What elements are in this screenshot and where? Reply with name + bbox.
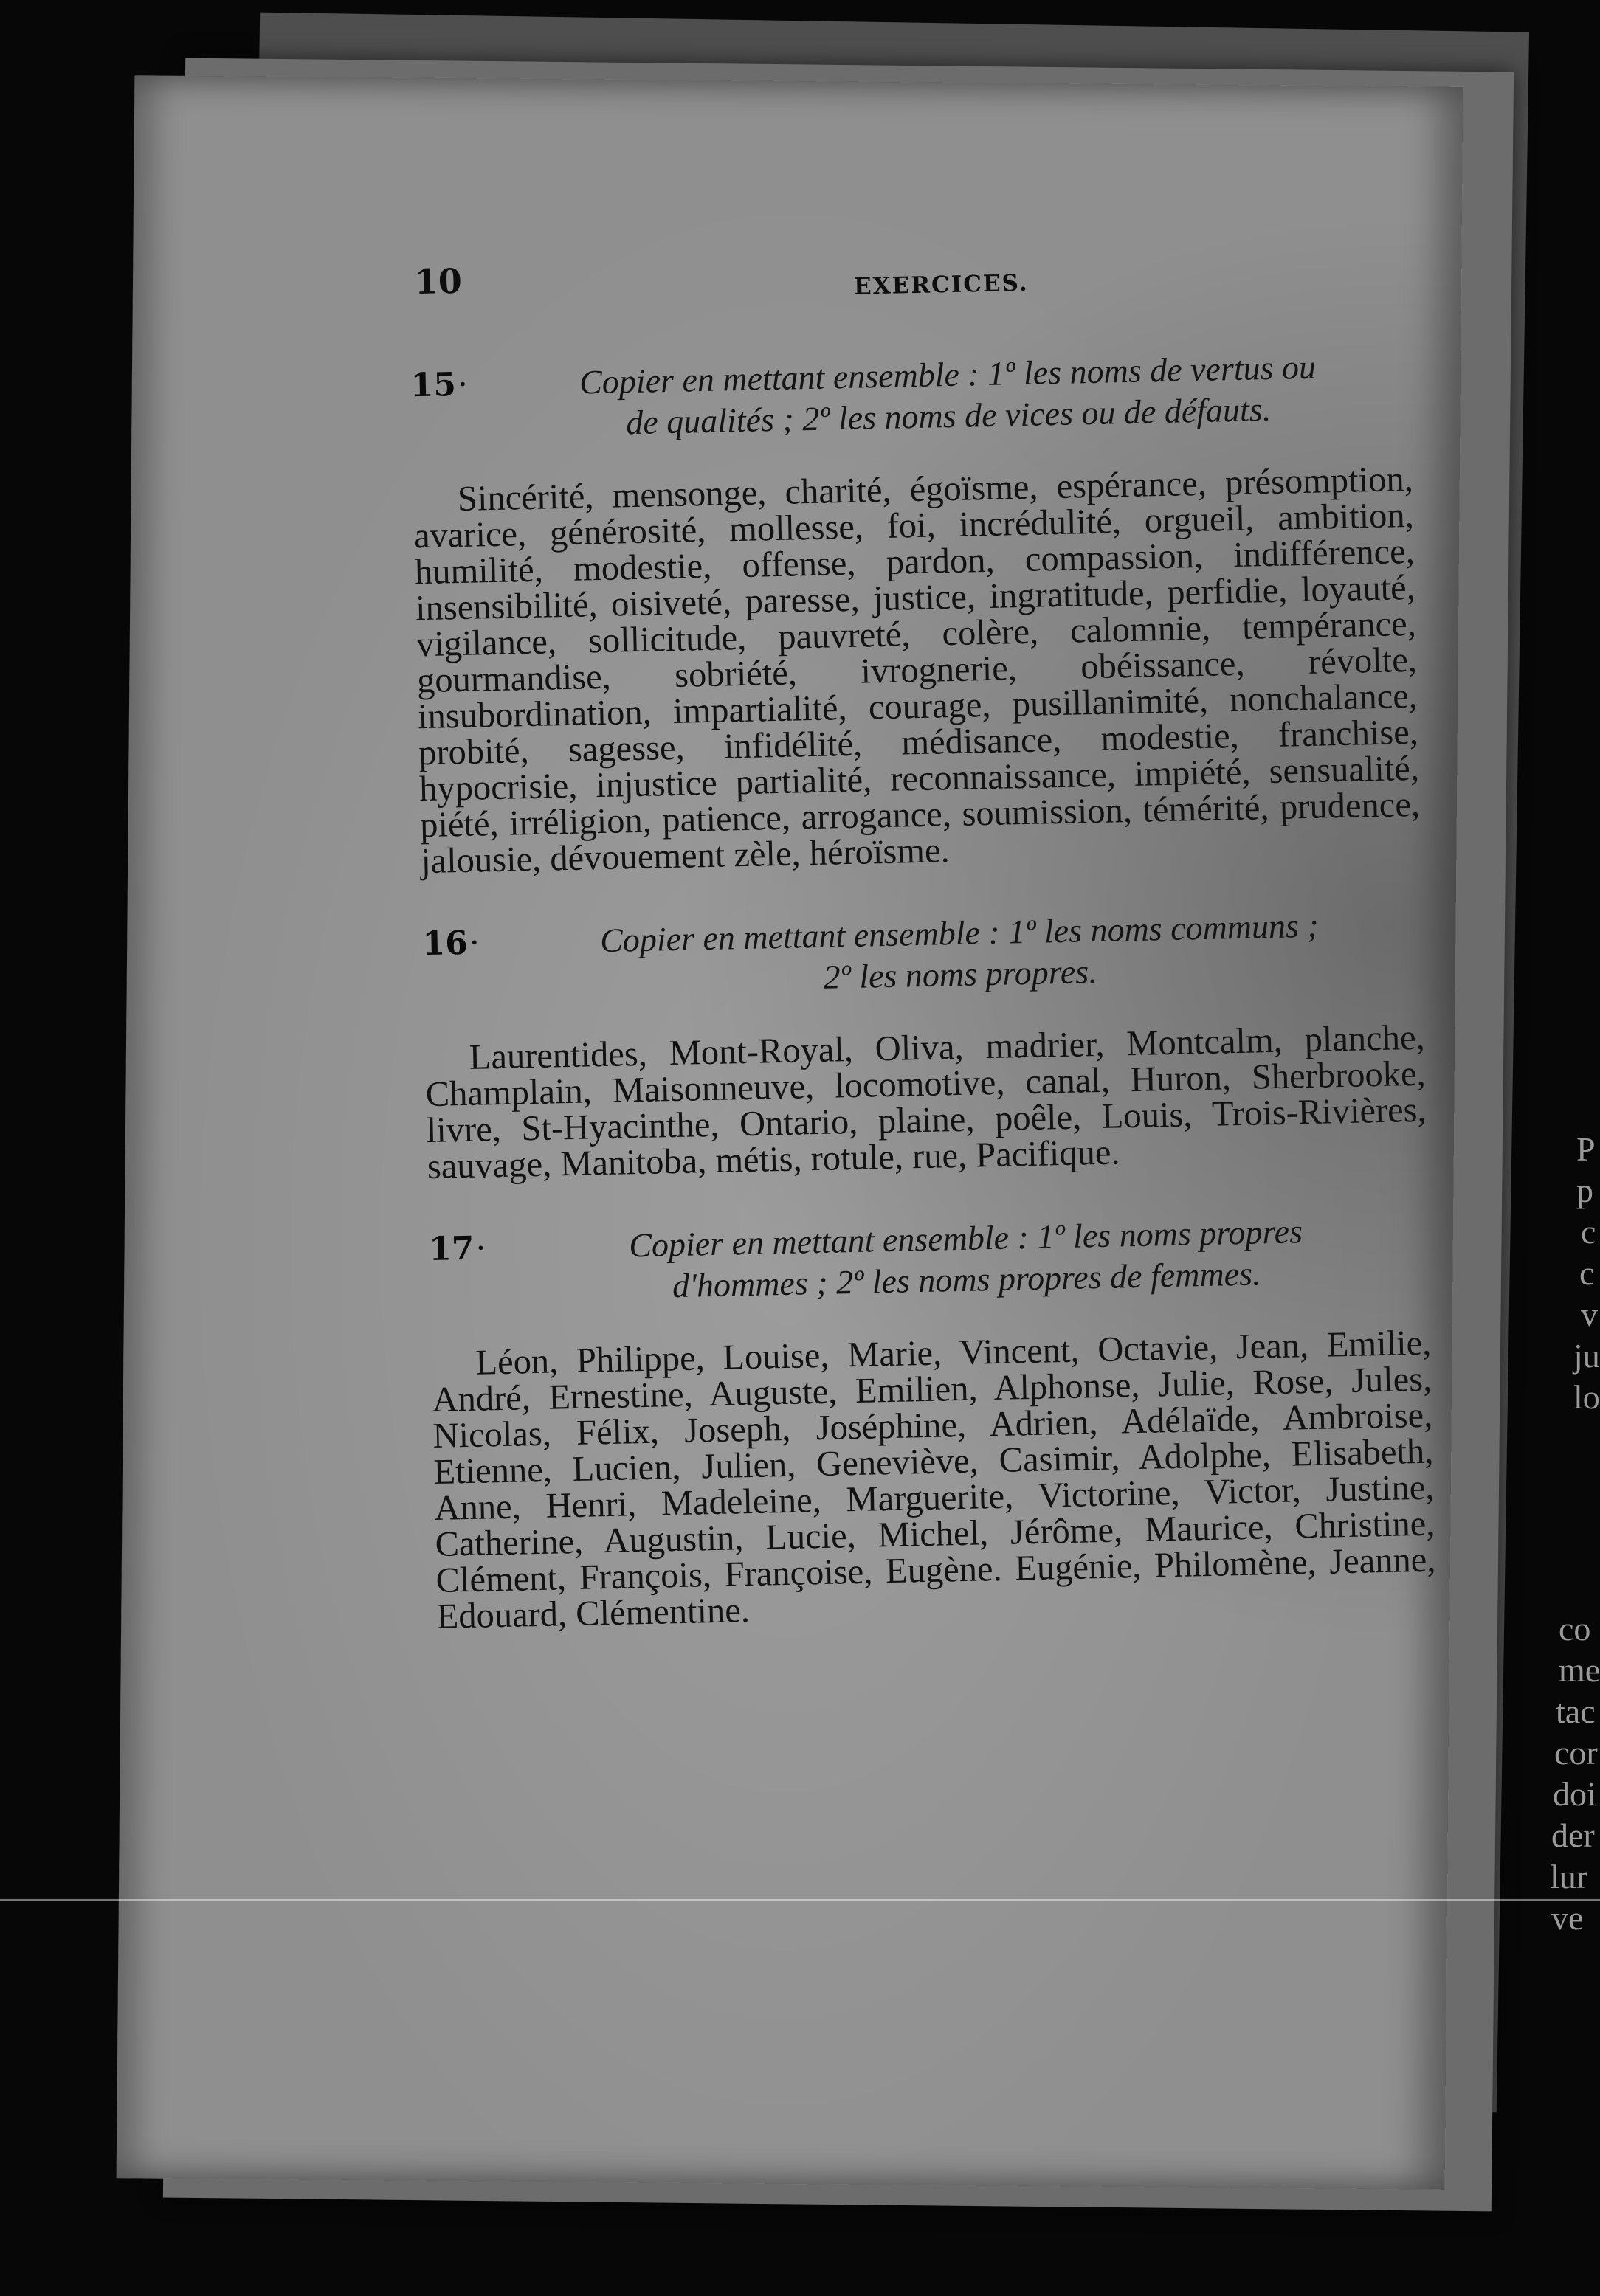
page-number: 10 — [414, 260, 463, 302]
exercise-instruction — [429, 1208, 1430, 1312]
exercise-number: 17 · — [429, 1228, 486, 1270]
facing-fragment: c — [1579, 1254, 1595, 1292]
instruction-line: Copier en mettant ensemble : 1º les noms de vertus ou — [579, 347, 1317, 401]
facing-fragment: doi — [1553, 1775, 1596, 1813]
exercise-number: 15 · — [410, 364, 468, 407]
running-title: EXERCICES. — [853, 269, 1029, 300]
instruction-line: d'hommes ; 2º les noms propres de femmes. — [672, 1254, 1261, 1305]
exercise-word-list: Léon, Philippe, Louise, Marie, Vincent, Octavie, Jean, Emilie, André, Ernestine, Auguste, Emilien, Alphonse, Julie, Rose, Jules, Nicolas, Félix, Joseph, Joséphine, Adrien, Adélaïde, Ambroise, Etienne, Lucien, Julien, Geneviève, Casimir, Adolphe, Elisabeth, Anne, Henri, Madeleine, Marguerite, Victorine, Victor, Justine, Catherine, Augustin, Lucie, Michel, Jérôme, Maurice, Christine, Clément, François, Françoise, Eugène. Eugénie, Philomène, Jeanne, Edouard, Clémentine. — [431, 1323, 1436, 1636]
exercise-15 — [410, 345, 1421, 882]
instruction-line: Copier en mettant ensemble : 1º les noms propres — [628, 1212, 1303, 1265]
exercise-17 — [429, 1208, 1437, 1635]
exercise-16 — [422, 903, 1427, 1185]
facing-fragment: v — [1581, 1296, 1598, 1333]
scan-artifact-line — [0, 1899, 1600, 1901]
instruction-line: de qualités ; 2º les noms de vices ou de défauts. — [625, 390, 1272, 442]
exercise-number: 16 · — [422, 923, 480, 966]
instruction-line: 2º les noms propres. — [822, 952, 1098, 996]
facing-fragment: cor — [1554, 1734, 1598, 1771]
instruction-line: Copier en mettant ensemble : 1º les noms communs ; — [599, 906, 1320, 960]
facing-fragment: ve — [1551, 1899, 1584, 1937]
facing-fragment: me — [1559, 1651, 1600, 1689]
facing-fragment: der — [1551, 1816, 1595, 1854]
facing-fragment: p — [1576, 1172, 1593, 1209]
facing-fragment: P — [1576, 1130, 1596, 1168]
facing-fragment: co — [1559, 1610, 1591, 1647]
facing-fragment: lo — [1573, 1378, 1600, 1416]
exercise-instruction — [422, 903, 1424, 1006]
exercise-word-list: Sincérité, mensonge, charité, égoïsme, espérance, présomption, avarice, générosité, mollesse, foi, incrédulité, orgueil, ambition, humilité, modestie, offense, pardon, compassion, indifférence, insensibilité, oisiveté, paresse, justice, ingratitude, perfidie, loyauté, vigilance, sollicitude, pauvreté, colère, calomnie, tempérance, gourmandise, sobriété, ivrognerie, obéissance, révolte, insubordination, impartialité, courage, pusillanimité, nonchalance, probité, sagesse, infidélité, médisance, modestie, franchise, hypocrisie, injustice partialité, reconnaissance, impiété, sensualité, piété, irréligion, patience, arrogance, soumission, témérité, prudence, jalousie, dévouement zèle, héroïsme. — [413, 459, 1421, 882]
facing-fragment: c — [1581, 1213, 1596, 1251]
exercise-list — [410, 345, 1438, 1679]
facing-fragment: ju — [1573, 1337, 1600, 1375]
exercise-word-list: Laurentides, Mont-Royal, Oliva, madrier, Montcalm, planche, Champlain, Maisonneuve, locomotive, canal, Huron, Sherbrooke, livre, St-Hyacinthe, Ontario, plaine, poêle, Louis, Trois-Rivières, sauvage, Manitoba, métis, rotule, rue, Pacifique. — [425, 1017, 1427, 1187]
facing-fragment: tac — [1556, 1692, 1596, 1730]
facing-fragment: lur — [1550, 1858, 1588, 1895]
